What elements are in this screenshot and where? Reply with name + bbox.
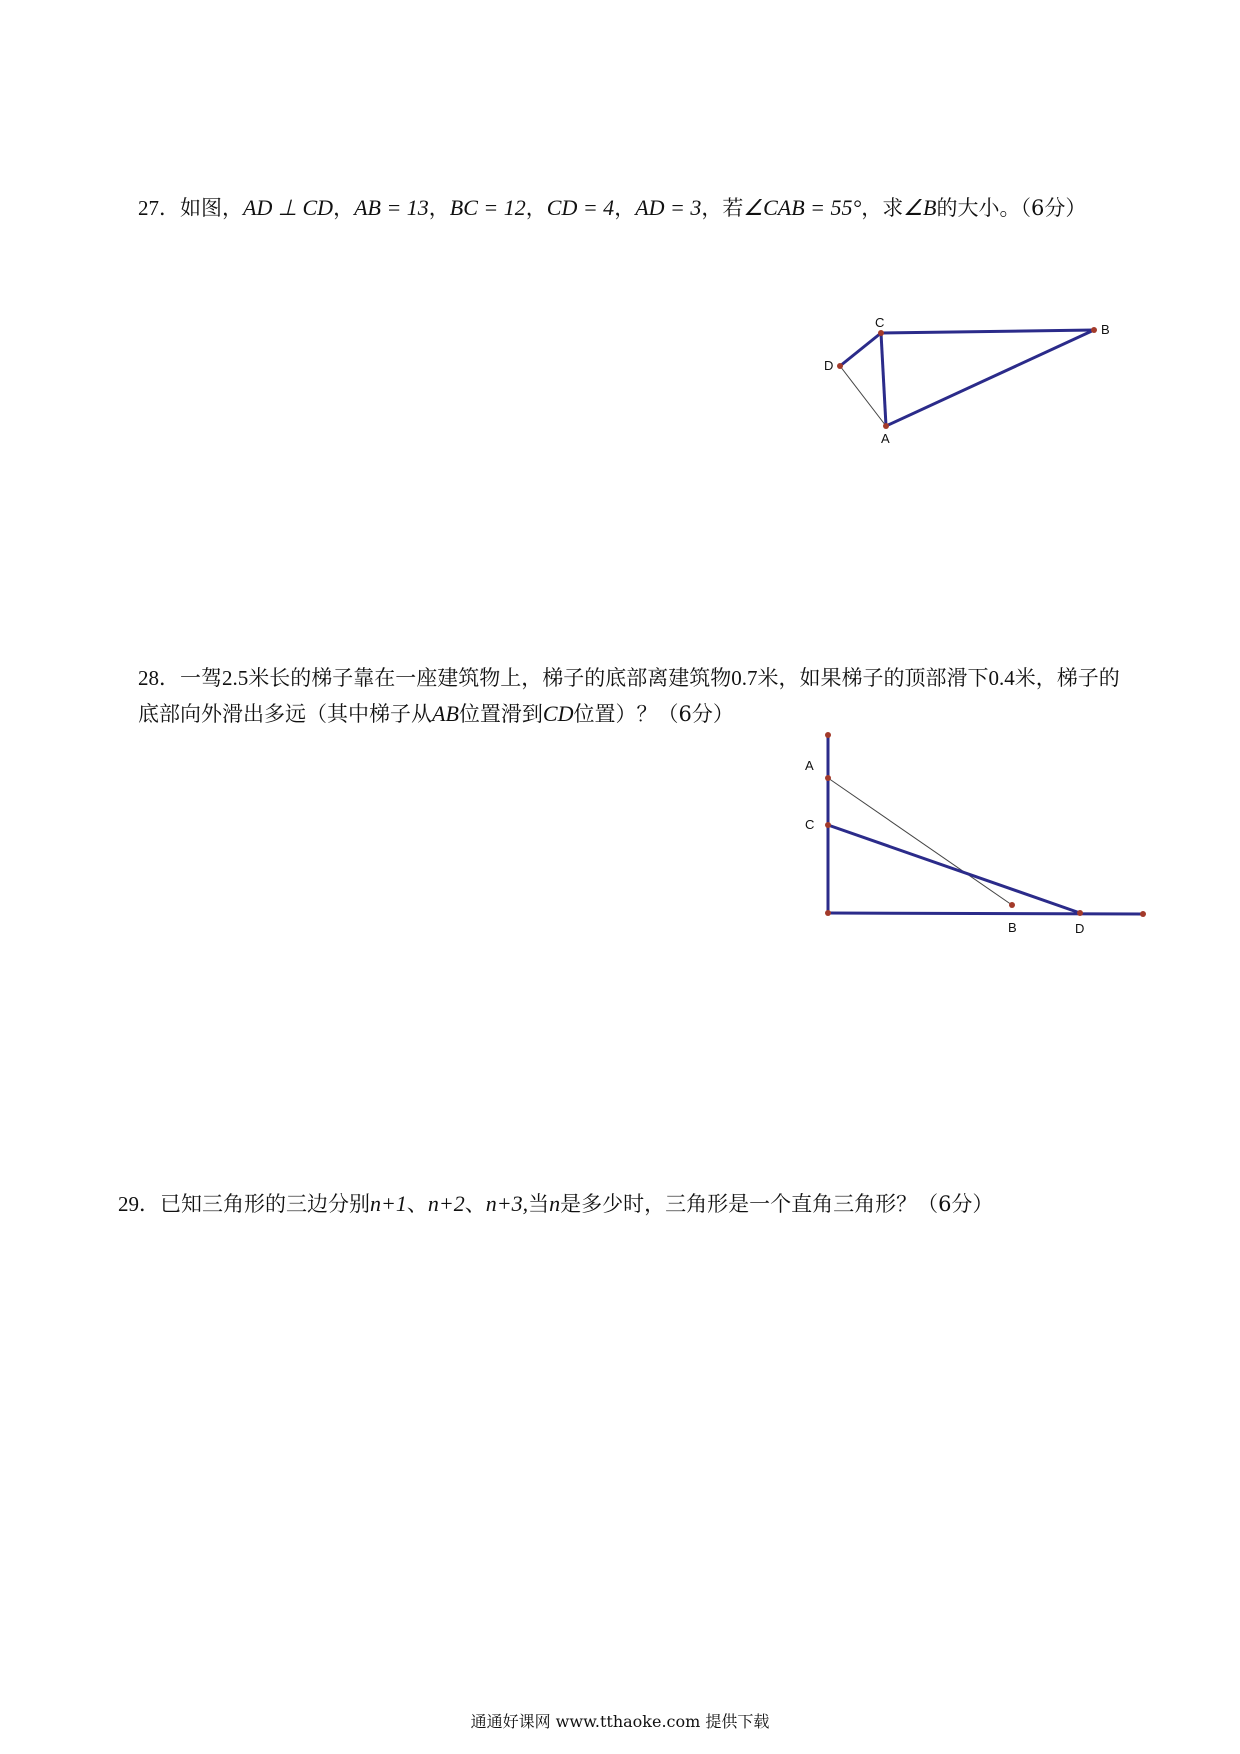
bottom-distance: 0.7 xyxy=(731,666,758,690)
slide-distance: 0.4 xyxy=(988,666,1015,690)
question-number: 27 xyxy=(138,196,159,220)
separator: 、 xyxy=(464,1192,486,1216)
label-D: D xyxy=(824,358,834,373)
side-3: n+3, xyxy=(485,1191,529,1216)
segment-CA xyxy=(881,333,886,426)
side-1: n+1 xyxy=(370,1191,407,1216)
segment-DA xyxy=(840,366,886,426)
figure-28-ladder xyxy=(798,730,1158,940)
separator: ， xyxy=(614,196,636,220)
point-B xyxy=(1009,902,1015,908)
text: 米，如果梯子的顶部滑下 xyxy=(757,666,989,690)
text: 的大小。（6分） xyxy=(936,196,1087,220)
ladder-AB xyxy=(828,778,1012,905)
position-ab: AB xyxy=(432,701,459,726)
label-D: D xyxy=(1075,921,1085,936)
text: 当 xyxy=(528,1192,550,1216)
condition-bc: BC = 12 xyxy=(449,195,526,220)
text: ．已知三角形的三边分别 xyxy=(139,1192,370,1216)
question-number: 28 xyxy=(138,666,159,690)
point-B xyxy=(1091,327,1097,333)
label-A: A xyxy=(881,431,890,446)
condition-cd: CD = 4 xyxy=(546,195,615,220)
text: 位置滑到 xyxy=(458,702,543,726)
separator: ， xyxy=(525,196,547,220)
ladder-CD xyxy=(828,825,1080,913)
condition-ad: AD = 3 xyxy=(635,195,702,220)
text: 米，梯子的底部向外滑出多远（其中梯子从 xyxy=(138,666,1120,726)
text: 米长的梯子靠在一座建筑物上，梯子的底部离建筑物 xyxy=(248,666,732,690)
question-27 xyxy=(138,190,1128,226)
segment-AB xyxy=(886,330,1094,426)
question-28 xyxy=(138,660,1128,732)
question-29 xyxy=(118,1186,1118,1222)
variable-n: n xyxy=(549,1191,561,1216)
text: 位置）？（6分） xyxy=(573,702,734,726)
condition-angle: ∠CAB = 55° xyxy=(743,195,862,220)
point-top xyxy=(825,732,831,738)
label-C: C xyxy=(805,817,815,832)
point-A xyxy=(825,775,831,781)
question-number: 29 xyxy=(118,1192,139,1216)
figure-27-quadrilateral xyxy=(818,318,1138,448)
position-cd: CD xyxy=(542,701,574,726)
segment-CB xyxy=(881,330,1094,333)
ladder-length: 2.5 xyxy=(222,666,249,690)
point-origin xyxy=(825,910,831,916)
asked-angle: ∠B xyxy=(903,195,937,220)
point-D xyxy=(1077,910,1083,916)
side-2: n+2 xyxy=(427,1191,465,1216)
separator: ， xyxy=(333,196,355,220)
label-B: B xyxy=(1008,920,1017,935)
text: ，若 xyxy=(701,196,744,220)
label-C: C xyxy=(875,318,885,330)
separator: ， xyxy=(428,196,450,220)
condition-perpendicular: AD ⊥ CD xyxy=(243,195,334,220)
condition-ab: AB = 13 xyxy=(354,195,429,220)
label-B: B xyxy=(1101,322,1110,337)
point-C xyxy=(878,330,884,336)
point-end xyxy=(1140,911,1146,917)
text: ，求 xyxy=(861,196,904,220)
separator: 、 xyxy=(406,1192,428,1216)
text: ．如图， xyxy=(159,196,243,220)
segment-DC xyxy=(840,333,881,366)
text: 是多少时，三角形是一个直角三角形？（6分） xyxy=(560,1192,994,1216)
ground xyxy=(828,913,1143,914)
point-D xyxy=(837,363,843,369)
point-A xyxy=(883,423,889,429)
point-C xyxy=(825,822,831,828)
footer-source: 通通好课网 www.tthaoke.com 提供下载 xyxy=(470,1712,770,1731)
label-A: A xyxy=(805,758,814,773)
text: ．一驾 xyxy=(159,666,222,690)
